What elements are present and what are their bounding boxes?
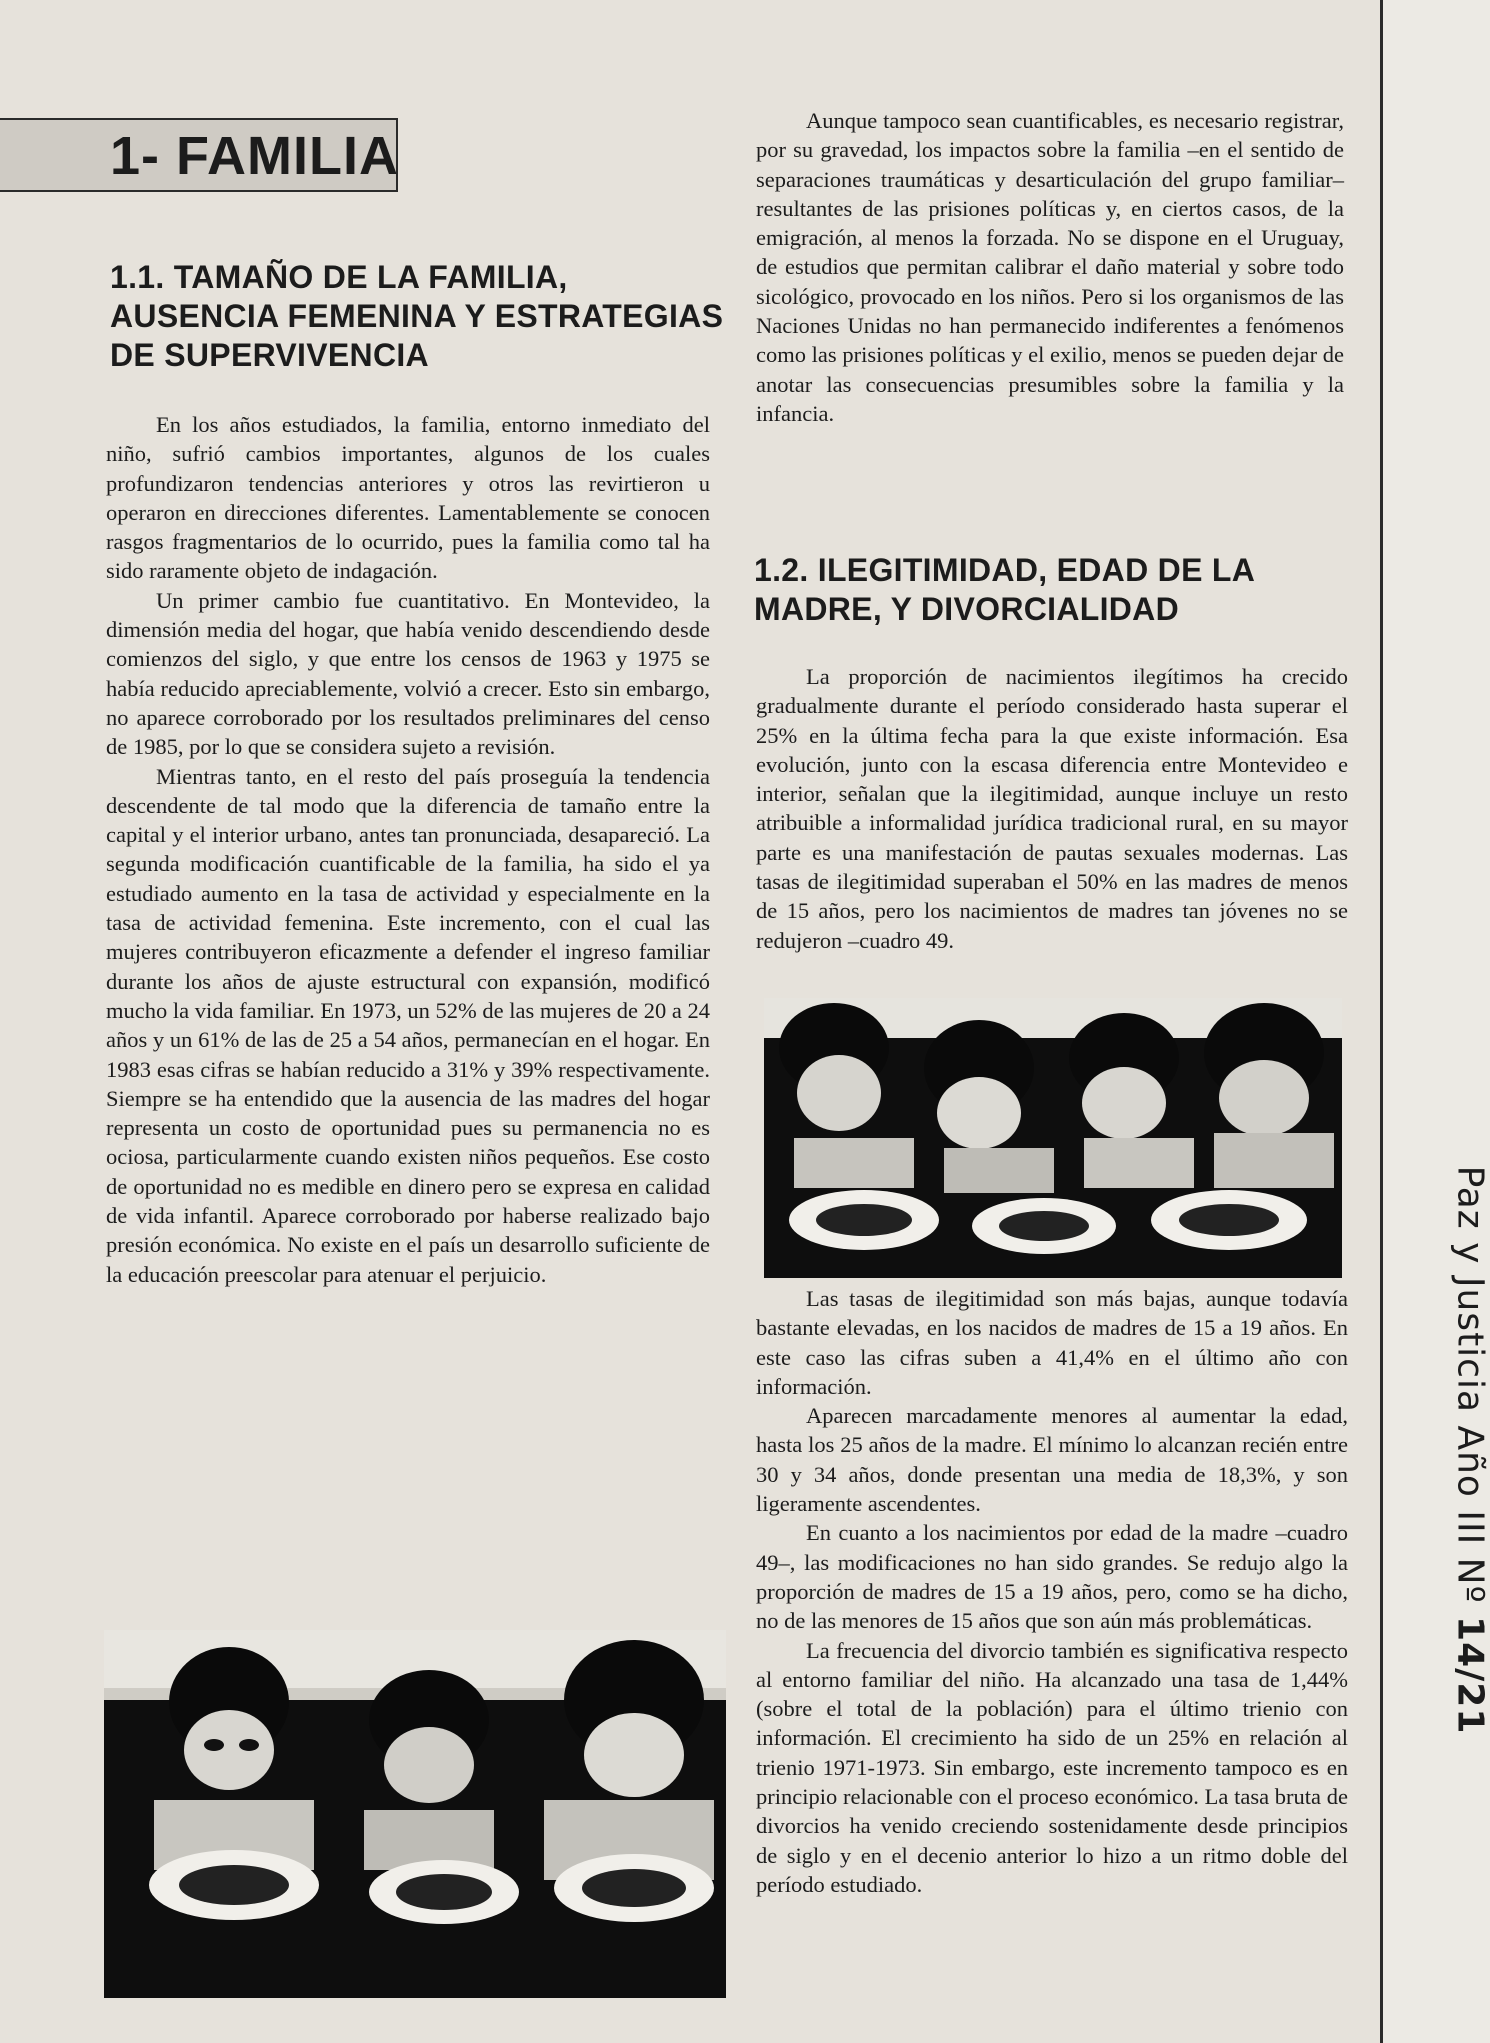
section-title: 1- FAMILIA [110, 126, 399, 186]
left-paragraph-1: En los años estudiados, la familia, entorno inmediato del niño, sufrió cambios importantes, algunos de los cuales profundizaron tendencias anteriores y otros las revirtieron u operaron en direcciones diferentes. Lamentablemente se conocen rasgos fragmentarios de lo ocurrido, pues la familia como tal ha sido raramente objeto de indagación. [106, 412, 710, 584]
journal-title: Paz y Justicia Año III Nº [1449, 1165, 1490, 1617]
subsection-2-line2: MADRE, Y DIVORCIALIDAD [754, 591, 1180, 627]
page-edge [1380, 0, 1383, 2043]
subsection-1-heading [110, 258, 723, 375]
left-paragraph-3: Mientras tanto, en el resto del país proseguía la tendencia descendente de tal modo que la diferencia de tamaño entre la capital y el interior urbano, antes tan pronunciada, desapareció. La segunda modificación cuantificable de la familia, ha sido el ya estudiado aumento en la tasa de actividad y especialmente en la tasa de actividad femenina. Este incremento, con el cual las mujeres contribuyeron eficazmente a defender el ingreso familiar durante los años de ajuste estructural con expansión, modificó mucho la vida familiar. En 1973, un 52% de las mujeres de 20 a 24 años y un 61% de las de 25 a 54 años, permanecían en el hogar. En 1983 esas cifras se habían reducido a 31% y 39% respectivamente. Siempre se ha entendido que la ausencia de las madres del hogar representa un costo de oportunidad pues su permanencia no es ociosa, particularmente cuando existen niños pequeños. Ese costo de oportunidad no es medible en dinero pero se expresa en calidad de vida infantil. Aparece corroborado por haberse realizado bajo presión económica. No existe en el país un desarrollo suficiente de la educación preescolar para atenuar el perjuicio. [106, 763, 710, 1287]
subsection-1-line1: 1.1. TAMAÑO DE LA FAMILIA, [110, 259, 568, 295]
right-margin [1383, 0, 1490, 2043]
subsection-2-heading [754, 551, 1255, 629]
right-paragraph-1: Aunque tampoco sean cuantificables, es necesario registrar, por su gravedad, los impactos sobre la familia –en el sentido de separaciones traumáticas y desarticulación del grupo familiar– resultantes de las prisiones políticas y, en ciertos casos, de la emigración, al menos la forzada. No se dispone en el Uruguay, de estudios que permitan calibrar el daño material y sobre todo sicológico, provocado en los niños. Pero si los organismos de las Naciones Unidas no han permanecido indiferentes a fenómenos como las prisiones políticas y el exilio, menos se pueden dejar de anotar las consecuencias presumibles sobre la familia y la infancia. [756, 108, 1344, 426]
left-paragraph-2: Un primer cambio fue cuantitativo. En Montevideo, la dimensión media del hogar, que había venido descendiendo desde comienzos del siglo, y que entre los censos de 1963 y 1975 se había reducido apreciablemente, volvió a crecer. Esto sin embargo, no aparece corroborado por los resultados preliminares del censo de 1985, por lo que se considera sujeto a revisión. [106, 587, 710, 760]
right-column-top-text [756, 106, 1344, 428]
right-paragraph-2: La proporción de nacimientos ilegítimos ha crecido gradualmente durante el período considerado hasta superar el 25% en la última fecha para la que existe información. Esa evolución, junto con la escasa diferencia entre Montevideo e interior, señalan que la ilegitimidad, aunque incluye un resto atribuible a informalidad jurídica tradicional rural, en su mayor parte es una manifestación de pautas sexuales modernas. Las tasas de ilegitimidad superaban el 50% en las madres de menos de 15 años, pero los nacimientos de madres tan jóvenes no se redujeron –cuadro 49. [756, 664, 1348, 953]
subsection-1-line3: DE SUPERVIVENCIA [110, 337, 429, 373]
photo-children-eating-right [764, 998, 1342, 1278]
photo-children-eating-left [104, 1630, 726, 1998]
page-number: 14/21 [1449, 1616, 1490, 1735]
right-paragraph-6: La frecuencia del divorcio también es significativa respecto al entorno familiar del niño. Ha alcanzado una tasa de 1,44% (sobre el total de la población) para el último trienio con información. El crecimiento ha sido de un 25% en relación al trienio 1971-1973. Sin embargo, este incremento tampoco es en principio relacionable con el proceso económico. La tasa bruta de divorcios ha venido creciendo sostenidamente desde principios de siglo y en el decenio anterior lo hizo a un ritmo doble del período estudiado. [756, 1637, 1348, 1897]
right-paragraph-3: Las tasas de ilegitimidad son más bajas, aunque todavía bastante elevadas, en los nacidos de madres de 15 a 19 años. En este caso las cifras suben a 41,4% en el último año con información. [756, 1286, 1348, 1399]
subsection-1-line2: AUSENCIA FEMENINA Y ESTRATEGIAS [110, 298, 724, 334]
subsection-2-line1: 1.2. ILEGITIMIDAD, EDAD DE LA [754, 552, 1256, 588]
right-paragraph-5: En cuanto a los nacimientos por edad de la madre –cuadro 49–, las modificaciones no han sido grandes. Se redujo algo la proporción de madres de 15 a 19 años, pero, como se ha dicho, no de las menores de 15 años que son aún más problemáticas. [756, 1520, 1348, 1634]
journal-running-title [1450, 1166, 1490, 1735]
right-paragraph-4: Aparecen marcadamente menores al aumentar la edad, hasta los 25 años de la madre. El mínimo lo alcanzan recién entre 30 y 34 años, donde presentan una media de 18,3%, y son ligeramente ascendentes. [756, 1403, 1348, 1517]
right-column-mid-text [756, 662, 1348, 955]
right-column-bottom-text [756, 1284, 1348, 1899]
left-column-text [106, 410, 710, 1289]
